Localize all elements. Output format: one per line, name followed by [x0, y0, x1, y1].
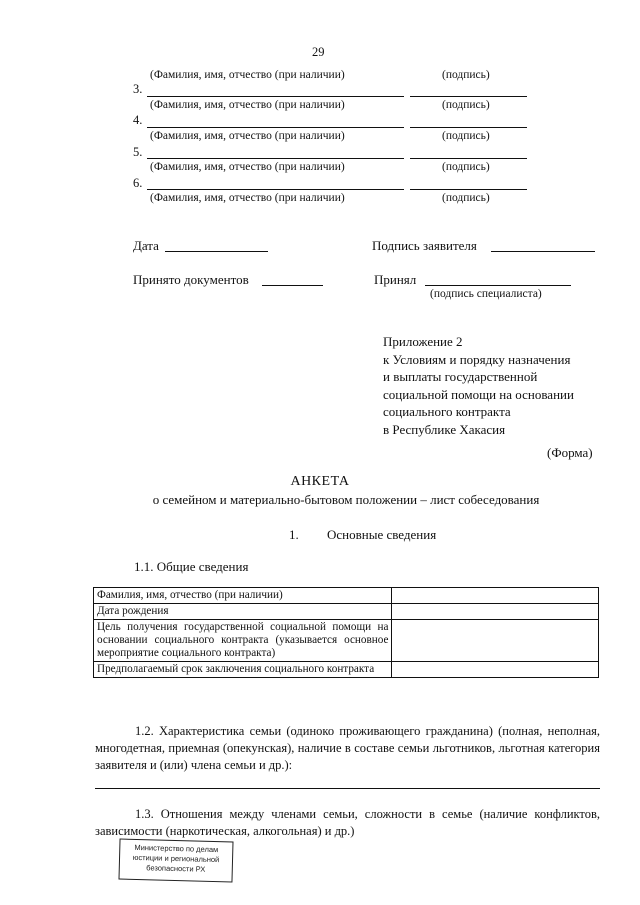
row-number: 3.: [133, 82, 143, 96]
name-caption: (Фамилия, имя, отчество (при наличии): [150, 130, 345, 142]
signature-line[interactable]: [410, 96, 527, 97]
sign-caption: (подпись): [442, 192, 490, 204]
family-characteristics-field[interactable]: [95, 788, 600, 789]
table-label: Цель получения государственной социальной помощи на основании социального контракта (указывается основное мероприятие социального контракта): [94, 620, 392, 662]
name-line[interactable]: [147, 96, 404, 97]
subsection-family-relations: 1.3. Отношения между членами семьи, сложности в семье (наличие конфликтов, зависимости (наркотическая, алкогольная) и др.): [95, 807, 600, 838]
signature-line[interactable]: [410, 158, 527, 159]
page-number: 29: [312, 45, 325, 59]
stamp-line: юстиции и региональной: [132, 852, 220, 865]
signature-line[interactable]: [410, 189, 527, 190]
subsection-general-info: 1.1. Общие сведения: [134, 559, 249, 574]
sign-caption: (подпись): [442, 161, 490, 173]
appendix-line: в Республике Хакасия: [383, 421, 506, 437]
table-label: Предполагаемый срок заключения социального контракта: [94, 662, 392, 678]
name-line[interactable]: [147, 127, 404, 128]
table-row: [94, 604, 599, 620]
applicant-signature-field[interactable]: [491, 251, 595, 252]
name-caption: (Фамилия, имя, отчество (при наличии): [150, 69, 345, 81]
documents-accepted-label: Принято документов: [133, 272, 249, 287]
documents-accepted-field[interactable]: [262, 285, 323, 286]
table-value[interactable]: [392, 620, 599, 662]
general-info-table: [93, 587, 599, 678]
name-line[interactable]: [147, 189, 404, 190]
sign-caption: (подпись): [442, 99, 490, 111]
row-number: 6.: [133, 176, 143, 190]
name-line[interactable]: [147, 158, 404, 159]
appendix-line: и выплаты государственной: [383, 369, 538, 384]
questionnaire-title: АНКЕТА: [290, 474, 350, 489]
date-field[interactable]: [165, 251, 268, 252]
section-number: 1.: [289, 527, 299, 542]
table-value[interactable]: [392, 588, 599, 604]
applicant-signature-label: Подпись заявителя: [372, 238, 477, 253]
form-label: (Форма): [547, 445, 593, 460]
table-value[interactable]: [392, 662, 599, 678]
appendix-title: Приложение 2: [383, 334, 463, 349]
name-caption: (Фамилия, имя, отчество (при наличии): [150, 192, 345, 204]
questionnaire-subtitle: о семейном и материально-бытовом положении – лист собеседования: [152, 492, 540, 507]
table-label: Фамилия, имя, отчество (при наличии): [94, 588, 392, 604]
signature-line[interactable]: [410, 127, 527, 128]
appendix-line: социального контракта: [383, 404, 511, 419]
name-caption: (Фамилия, имя, отчество (при наличии): [150, 99, 345, 111]
sign-caption: (подпись): [442, 130, 490, 142]
section-title: Основные сведения: [327, 527, 437, 542]
date-label: Дата: [133, 238, 159, 253]
table-row: [94, 588, 599, 604]
specialist-signature-caption: (подпись специалиста): [430, 288, 542, 300]
table-row: [94, 662, 599, 678]
subsection-family-characteristics: 1.2. Характеристика семьи (одиноко проживающего гражданина) (полная, неполная, многодетная, приемная (опекунская), наличие в составе семьи льготников, льготная категория заявителя и (или) члена семьи и др.):: [95, 724, 600, 772]
table-value[interactable]: [392, 604, 599, 620]
name-caption: (Фамилия, имя, отчество (при наличии): [150, 161, 345, 173]
sign-caption: (подпись): [442, 69, 490, 81]
appendix-block: [383, 333, 574, 438]
table-row: [94, 620, 599, 662]
row-number: 4.: [133, 113, 143, 127]
accepted-by-label: Принял: [374, 272, 417, 287]
appendix-line: социальной помощи на основании: [383, 386, 574, 402]
row-number: 5.: [133, 145, 143, 159]
ministry-stamp: [118, 839, 233, 883]
accepted-by-field[interactable]: [425, 285, 571, 286]
stamp-line: Министерство по делам: [134, 842, 219, 855]
stamp-line: безопасности РХ: [146, 863, 206, 874]
table-label: Дата рождения: [94, 604, 392, 620]
appendix-line: к Условиям и порядку назначения: [383, 351, 571, 367]
